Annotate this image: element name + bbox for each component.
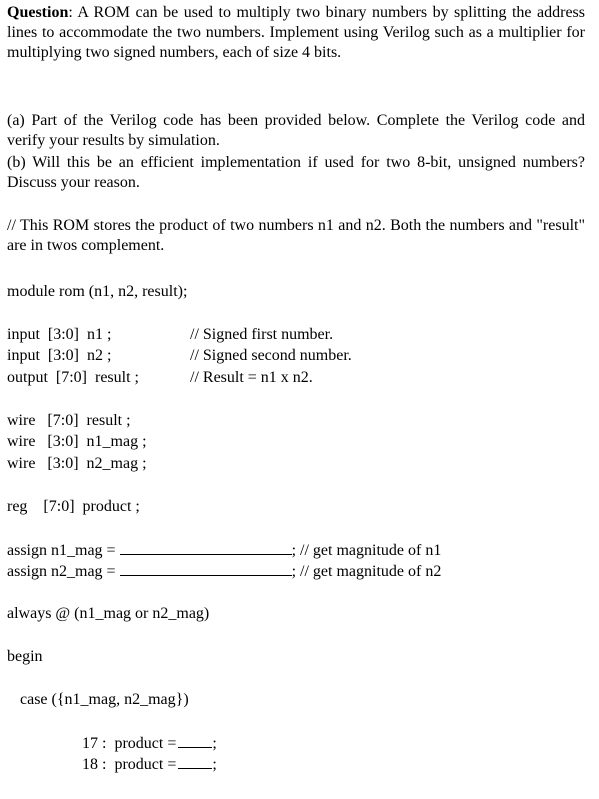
port-decl-result: output [7:0] result ; — [7, 369, 139, 386]
case-18 — [82, 754, 217, 775]
reg-product: reg [7:0] product ; — [7, 498, 140, 515]
case-18-end: ; — [212, 756, 217, 773]
case-17-end: ; — [212, 735, 217, 752]
part-a: (a) Part of the Verilog code has been provided below. Complete the Verilog code and verify your results by simulation. — [7, 112, 585, 149]
answer-blank-n1 — [120, 540, 292, 555]
always-block: always @ (n1_mag or n2_mag) — [7, 605, 210, 622]
case-18-label: 18 : product = — [82, 756, 177, 773]
case-17-label: 17 : product = — [82, 735, 177, 752]
port-note-result: // Result = n1 x n2. — [190, 369, 313, 386]
question-paragraph — [7, 3, 585, 63]
question-label: Question — [7, 4, 69, 21]
assign-n1-lhs: assign n1_mag = — [7, 542, 116, 559]
assign-n1-rhs: ; // get magnitude of n1 — [291, 542, 442, 559]
assign-n1-mag — [7, 540, 441, 561]
answer-blank-18 — [178, 754, 212, 769]
port-note-n1: // Signed first number. — [190, 326, 334, 343]
module-declaration: module rom (n1, n2, result); — [7, 283, 188, 300]
assign-n2-lhs: assign n2_mag = — [7, 563, 116, 580]
begin-keyword: begin — [7, 648, 43, 665]
port-decl-n1: input [3:0] n1 ; — [7, 326, 112, 343]
case-statement: case ({n1_mag, n2_mag}) — [20, 691, 189, 708]
wire-result: wire [7:0] result ; — [7, 412, 131, 429]
assign-n2-mag — [7, 561, 441, 582]
wire-n1-mag: wire [3:0] n1_mag ; — [7, 433, 147, 450]
port-decl-n2: input [3:0] n2 ; — [7, 347, 112, 364]
part-b: (b) Will this be an efficient implementation if used for two 8-bit, unsigned numbers? Discuss your reason. — [7, 154, 585, 191]
question-text: : A ROM can be used to multiply two binary numbers by splitting the address lines to accommodate the two numbers. Implement using Verilog such as a multiplier for multiplying two signed numbers, each of size 4 bits. — [7, 4, 585, 61]
port-note-n2: // Signed second number. — [190, 347, 352, 364]
answer-blank-17 — [178, 733, 212, 748]
answer-blank-n2 — [120, 561, 292, 576]
case-17 — [82, 733, 217, 754]
code-comment: // This ROM stores the product of two numbers n1 and n2. Both the numbers and "result" are in twos complement. — [7, 217, 585, 254]
wire-n2-mag: wire [3:0] n2_mag ; — [7, 455, 147, 472]
assign-n2-rhs: ; // get magnitude of n2 — [291, 563, 442, 580]
